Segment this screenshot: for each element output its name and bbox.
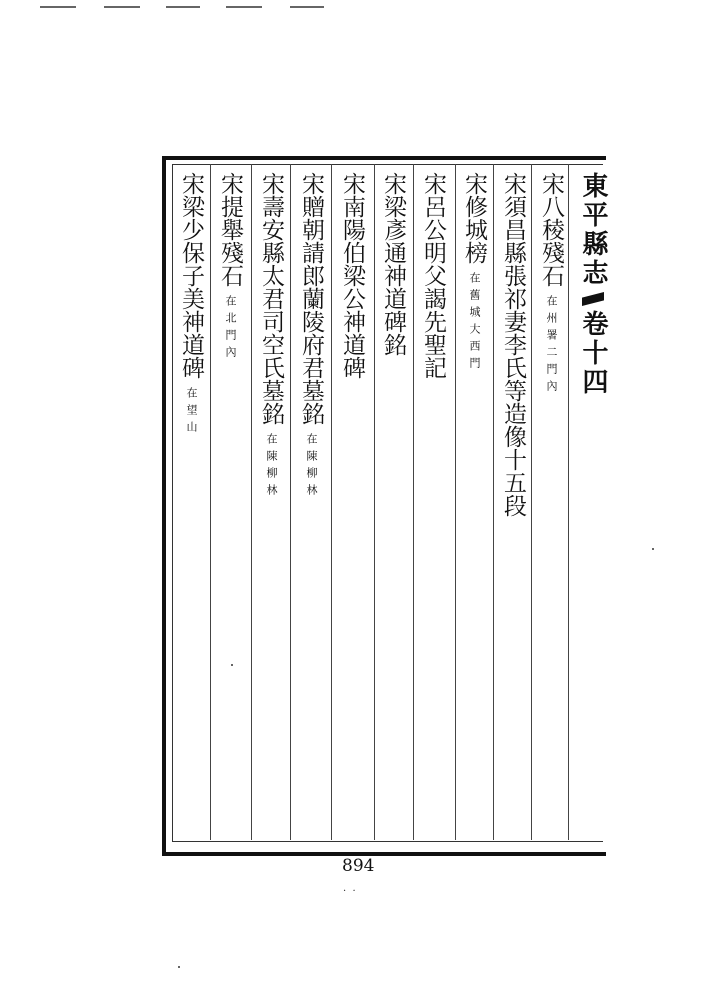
scan-dash — [226, 6, 262, 8]
scan-dash — [104, 6, 140, 8]
entry-title: 宋梁少保子美神道碑 — [178, 172, 204, 379]
entry-title: 宋須昌縣張祁妻李氏等造像十五段 — [500, 172, 526, 517]
scan-dash — [166, 6, 200, 8]
entry-title: 宋修城榜 — [461, 172, 487, 264]
entry-title: 宋南陽伯梁公神道碑 — [339, 172, 365, 379]
entry-location: 在陳柳林 — [265, 433, 278, 501]
column-rule — [331, 164, 332, 840]
column-rule — [531, 164, 532, 840]
book-title: 東平縣志 — [578, 172, 608, 288]
entry-location: 在舊城大西門 — [468, 272, 481, 374]
scan-dash — [40, 6, 76, 8]
column-rule — [251, 164, 252, 840]
page-number: 894 — [342, 856, 375, 876]
entry-column — [537, 172, 565, 397]
volume-label: 卷十四 — [578, 310, 608, 397]
entry-column — [297, 172, 325, 501]
column-rule — [290, 164, 291, 840]
scan-speck — [652, 548, 654, 550]
entry-title: 宋梁彥通神道碑銘 — [380, 172, 406, 356]
entry-column — [338, 172, 366, 379]
entry-location: 在陳柳林 — [305, 433, 318, 501]
book-header — [575, 172, 612, 397]
column-rule — [568, 164, 569, 840]
entry-column — [257, 172, 285, 501]
entry-title: 宋贈朝請郎蘭陵府君墓銘 — [298, 172, 324, 425]
column-rule — [493, 164, 494, 840]
entry-location: 在州署二門內 — [545, 295, 558, 397]
scan-speck — [231, 664, 233, 666]
header-separator-mark — [582, 292, 604, 306]
entry-column — [499, 172, 527, 517]
scan-speck — [178, 966, 180, 968]
entry-column — [460, 172, 488, 374]
entry-title: 宋八稜殘石 — [538, 172, 564, 287]
entry-title: 宋提舉殘石 — [217, 172, 243, 287]
column-rule — [210, 164, 211, 840]
entry-column — [177, 172, 205, 438]
entry-location: 在北門內 — [224, 295, 237, 363]
entry-column — [379, 172, 407, 356]
column-rule — [413, 164, 414, 840]
column-rule — [455, 164, 456, 840]
entry-location: 在望山 — [185, 387, 198, 438]
entry-title: 宋壽安縣太君司空氏墓銘 — [258, 172, 284, 425]
column-rule — [374, 164, 375, 840]
entry-title: 宋呂公明父謁先聖記 — [420, 172, 446, 379]
scan-mark: · · — [343, 886, 356, 897]
entry-column — [216, 172, 244, 363]
scan-dash — [290, 6, 324, 8]
entry-column — [419, 172, 447, 379]
